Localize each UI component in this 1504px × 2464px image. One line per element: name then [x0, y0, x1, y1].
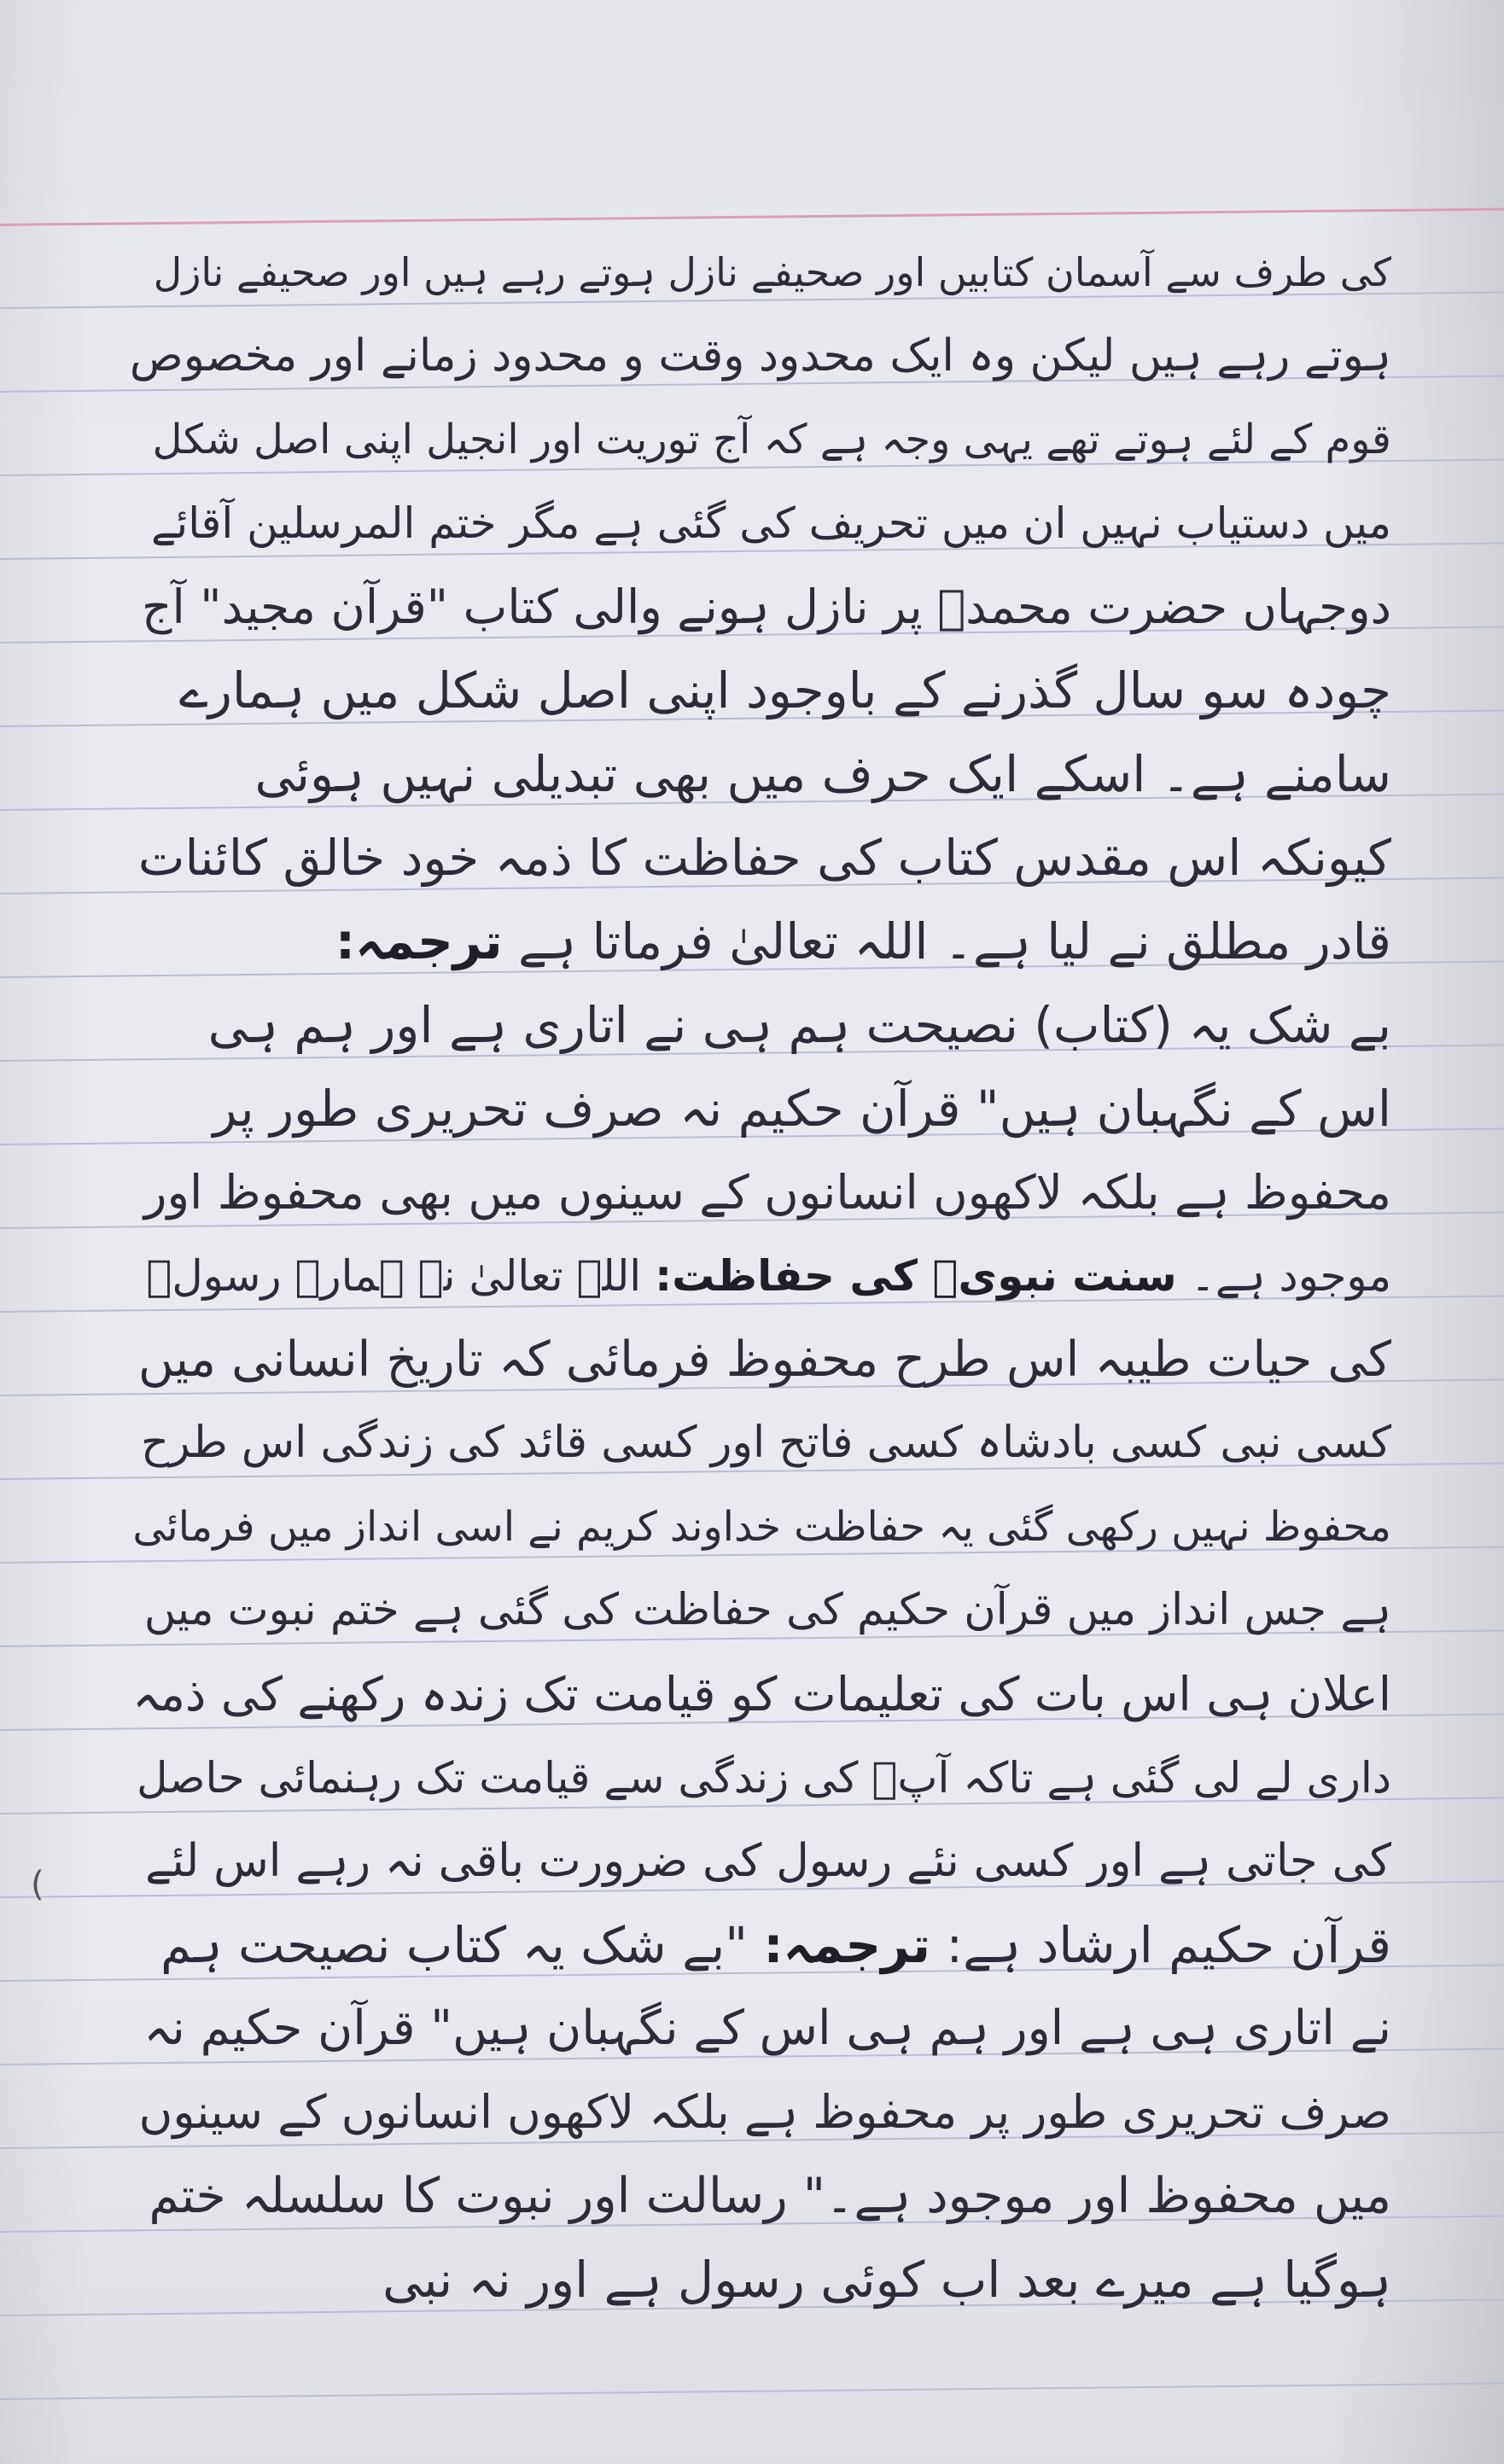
text-line-24: میں محفوظ اور موجود ہے۔" رسالت اور نبوت کا سلسلہ ختم	[149, 2168, 1391, 2224]
edge-mark: (	[31, 1865, 44, 1904]
text-line-15: کسی نبی کسی بادشاہ کسی فاتح اور کسی قائد کی زندگی اس طرح	[141, 1418, 1391, 1468]
text-line-20: کی جاتی ہے اور کسی نئے رسول کی ضرورت باقی نہ رہے اس لئے	[145, 1835, 1391, 1887]
text-line-5: دوجہاں حضرت محمدؐ پر نازل ہونے والی کتاب "قرآن مجید" آج	[142, 580, 1391, 634]
text-line-2: ہوتے رہے ہیں لیکن وہ ایک محدود وقت و محدود زمانے اور مخصوص	[129, 330, 1391, 382]
text-line-7: سامنے ہے۔ اسکے ایک حرف میں بھی تبدیلی نہیں ہوئی	[254, 745, 1391, 803]
text-line-10: بے شک یہ (کتاب) نصیحت ہم ہی نے اتاری ہے اور ہم ہی	[207, 996, 1391, 1054]
text-line-3: قوم کے لئے ہوتے تھے یہی وجہ ہے کہ آج توریت اور انجیل اپنی اصل شکل	[152, 416, 1391, 463]
handwritten-text	[128, 230, 1391, 2321]
text-line-22: نے اتاری ہی ہے اور ہم ہی اس کے نگہبان ہیں" قرآن حکیم نہ	[143, 2001, 1391, 2056]
translation-heading-1: ترجمہ:	[335, 912, 503, 970]
text-line-21: قرآن حکیم ارشاد ہے: ترجمہ: "بے شک یہ کتاب نصیحت ہم	[160, 1916, 1391, 1974]
translation-heading-2: ترجمہ:	[763, 1916, 931, 1974]
text-line-16: محفوظ نہیں رکھی گئی یہ حفاظت خداوند کریم نے اسی انداز میں فرمائی	[132, 1503, 1391, 1551]
ruled-line	[0, 2383, 1504, 2400]
text-line-14: کی حیات طیبہ اس طرح محفوظ فرمائی کہ تاریخ انسانی میں	[137, 1331, 1391, 1388]
text-line-25: ہوگیا ہے میرے بعد اب کوئی رسول ہے اور نہ نبی	[382, 2251, 1391, 2309]
text-line-1: کی طرف سے آسمان کتابیں اور صحیفے نازل ہوتے رہے ہیں اور صحیفے نازل	[153, 249, 1391, 295]
text-line-6: چودہ سو سال گذرنے کے باوجود اپنی اصل شکل میں ہمارے	[178, 661, 1391, 719]
text-line-13: موجود ہے۔ سنت نبویؐ کی حفاظت: اللہ تعالیٰ نے ہمارے رسولؐ	[146, 1251, 1391, 1301]
text-line-11: اس کے نگہبان ہیں" قرآن حکیم نہ صرف تحریری طور پر	[213, 1080, 1391, 1138]
top-margin-line	[0, 208, 1504, 226]
text-line-8: کیونکہ اس مقدس کتاب کی حفاظت کا ذمہ خود خالق کائنات	[137, 829, 1391, 887]
text-line-4: میں دستیاب نہیں ان میں تحریف کی گئی ہے مگر ختم المرسلین آقائے	[150, 498, 1391, 548]
text-line-23: صرف تحریری طور پر محفوظ ہے بلکہ لاکھوں انسانوں کے سینوں	[138, 2085, 1391, 2139]
text-line-18: اعلان ہی اس بات کی تعلیمات کو قیامت تک زندہ رکھنے کی ذمہ	[132, 1667, 1391, 1721]
text-line-9: قادر مطلق نے لیا ہے۔ اللہ تعالیٰ فرماتا ہے ترجمہ:	[335, 912, 1391, 970]
text-line-19: داری لے لی گئی ہے تاکہ آپؐ کی زندگی سے قیامت تک رہنمائی حاصل	[137, 1753, 1391, 1803]
text-line-17: ہے جس انداز میں قرآن حکیم کی حفاظت کی گئی ہے ختم نبوت میں	[143, 1585, 1391, 1635]
text-line-12: محفوظ ہے بلکہ لاکھوں انسانوں کے سینوں میں بھی محفوظ اور	[143, 1165, 1391, 1220]
sunnah-heading: سنت نبویؐ کی حفاظت:	[655, 1251, 1177, 1301]
